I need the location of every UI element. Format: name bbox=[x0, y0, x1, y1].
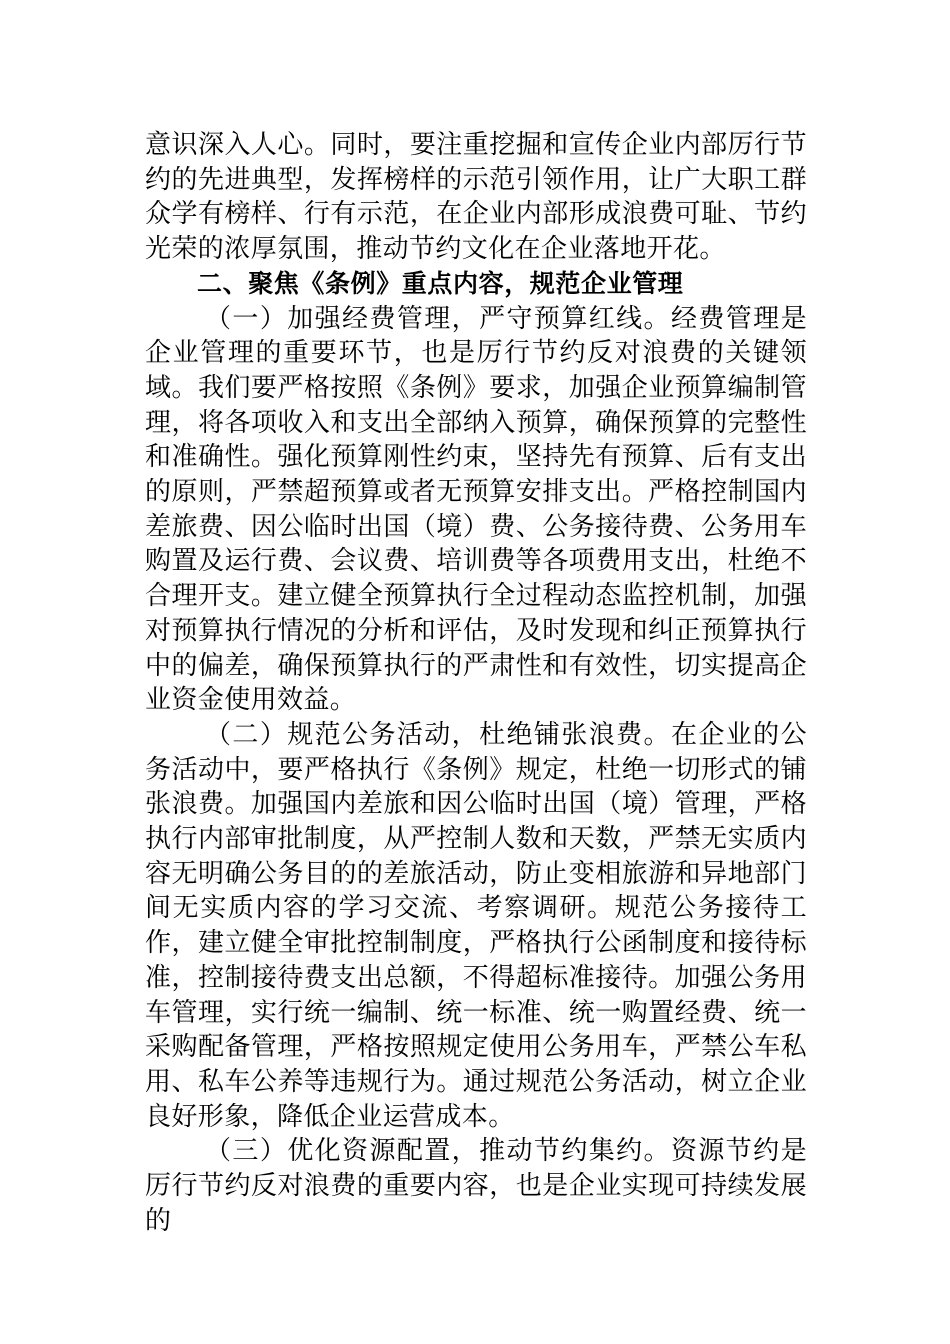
paragraph-continuation: 意识深入人心。同时，要注重挖掘和宣传企业内部厉行节约的先进典型，发挥榜样的示范引领作用，让广大职工群众学有榜样、行有示范，在企业内部形成浪费可耻、节约光荣的浓厚氛围，推动节约文化在企业落地开花。 bbox=[145, 130, 807, 265]
section-heading: 二、聚焦《条例》重点内容，规范企业管理 bbox=[197, 268, 684, 298]
document-page bbox=[145, 128, 807, 1239]
paragraph-official-activities: （二）规范公务活动，杜绝铺张浪费。在企业的公务活动中，要严格执行《条例》规定，杜绝一切形式的铺张浪费。加强国内差旅和因公临时出国（境）管理，严格执行内部审批制度，从严控制人数和天数，严禁无实质内容无明确公务目的的差旅活动，防止变相旅游和异地部门间无实质内容的学习交流、考察调研。规范公务接待工作，建立健全审批控制制度，严格执行公函制度和接待标准，控制接待费支出总额，不得超标准接待。加强公务用车管理，实行统一编制、统一标准、统一购置经费、统一采购配备管理，严格按照规定使用公务用车，严禁公车私用、私车公养等违规行为。通过规范公务活动，树立企业良好形象，降低企业运营成本。 bbox=[145, 719, 807, 1132]
paragraph-funds-management: （一）加强经费管理，严守预算红线。经费管理是企业管理的重要环节，也是厉行节约反对浪费的关键领域。我们要严格按照《条例》要求，加强企业预算编制管理，将各项收入和支出全部纳入预算，确保预算的完整性和准确性。强化预算刚性约束，坚持先有预算、后有支出的原则，严禁超预算或者无预算安排支出。严格控制国内差旅费、因公临时出国（境）费、公务接待费、公务用车购置及运行费、会议费、培训费等各项费用支出，杜绝不合理开支。建立健全预算执行全过程动态监控机制，加强对预算执行情况的分析和评估，及时发现和纠正预算执行中的偏差，确保预算执行的严肃性和有效性，切实提高企业资金使用效益。 bbox=[145, 303, 807, 716]
paragraph-resource-allocation: （三）优化资源配置，推动节约集约。资源节约是厉行节约反对浪费的重要内容，也是企业实现可持续发展的 bbox=[145, 1136, 807, 1236]
